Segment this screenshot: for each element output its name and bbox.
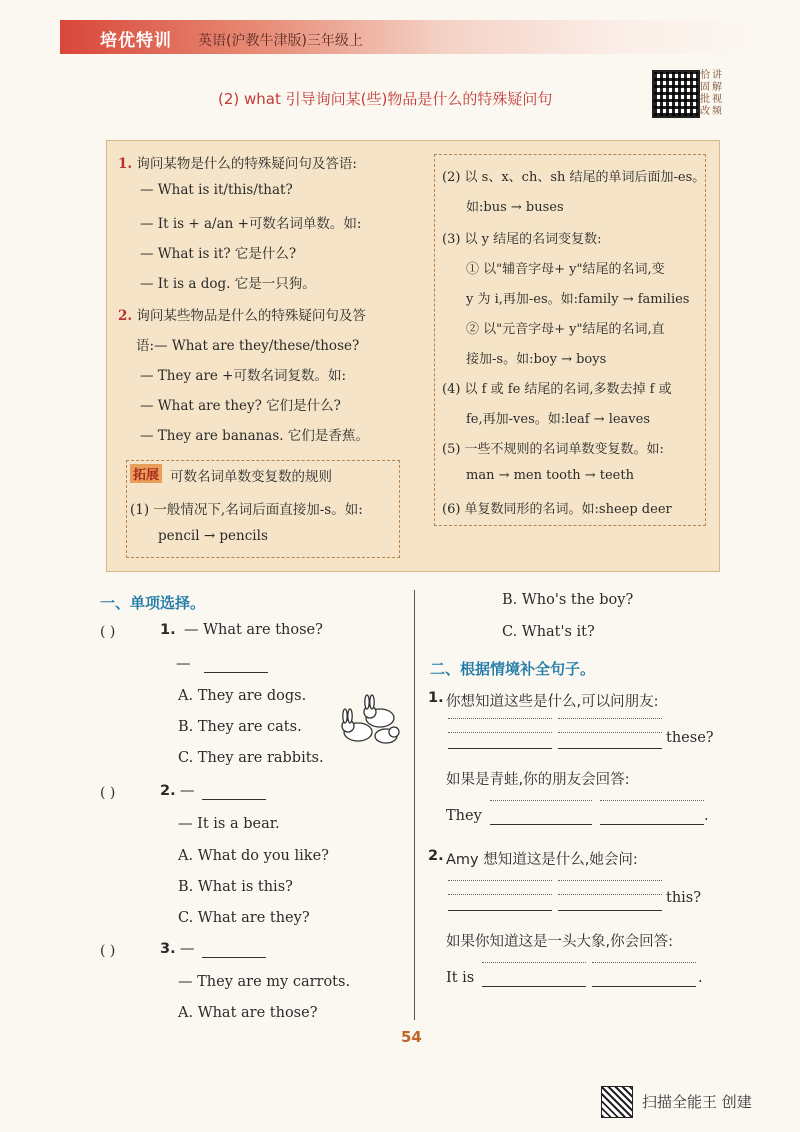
write-line[interactable]	[592, 986, 696, 987]
write-line[interactable]	[490, 824, 592, 825]
answer-blank[interactable]	[204, 672, 268, 673]
option-b: B. Who's the boy?	[502, 592, 634, 608]
reply-prompt: 如果你知道这是一头大象,你会回答:	[446, 934, 673, 950]
question-number: 1.	[428, 690, 444, 706]
knowledge-line: — They are bananas. 它们是香蕉。	[140, 428, 369, 444]
page-number: 54	[401, 1028, 422, 1046]
write-line[interactable]	[448, 910, 552, 911]
option-c: C. They are rabbits.	[178, 750, 324, 766]
question-blank[interactable]	[202, 957, 266, 958]
option-c: C. What's it?	[502, 624, 595, 640]
reply-end: .	[698, 970, 703, 986]
extension-title: 可数名词单数变复数的规则	[170, 469, 332, 485]
question-prompt: 你想知道这些是什么,可以问朋友:	[446, 694, 659, 710]
question-tail: these?	[666, 730, 714, 746]
answer-paren[interactable]: ( )	[100, 624, 116, 640]
question-number: 2.	[160, 783, 176, 799]
write-line[interactable]	[558, 910, 662, 911]
guide-line	[558, 718, 662, 719]
question-stem: — What are those?	[184, 622, 323, 638]
option-c: C. What are they?	[178, 910, 310, 926]
stem-dash: —	[180, 783, 195, 799]
write-line[interactable]	[600, 824, 704, 825]
part1-heading: 一、单项选择。	[100, 594, 206, 612]
answer-paren[interactable]: ( )	[100, 943, 116, 959]
knowledge-line: — They are +可数名词复数。如:	[140, 368, 347, 384]
question-tail: this?	[666, 890, 702, 906]
rule-line: ① 以"辅音字母+ y"结尾的名词,变	[466, 262, 665, 277]
qr-code-icon[interactable]	[652, 70, 700, 118]
rule-line: (3) 以 y 结尾的名词变复数:	[442, 232, 602, 247]
guide-line	[448, 718, 552, 719]
rule-line: (2) 以 s、x、ch、sh 结尾的单词后面加-es。	[442, 170, 706, 185]
guide-line	[448, 732, 552, 733]
option-a: A. They are dogs.	[178, 688, 307, 704]
rule-line: (4) 以 f 或 fe 结尾的名词,多数去掉 f 或	[442, 382, 672, 397]
reply-prompt: 如果是青蛙,你的朋友会回答:	[446, 772, 630, 788]
knowledge-line: 语:— What are they/these/those?	[136, 338, 360, 354]
rule-line: y 为 i,再加-es。如:family → families	[466, 292, 690, 307]
stem-dash: —	[180, 941, 195, 957]
guide-line	[482, 962, 586, 963]
rule-line: ② 以"元音字母+ y"结尾的名词,直	[466, 322, 665, 337]
guide-line	[600, 800, 704, 801]
question-prompt: Amy 想知道这是什么,她会问:	[446, 852, 638, 868]
reply-start: They	[446, 808, 482, 824]
rule-line: (6) 单复数同形的名词。如:sheep deer	[442, 502, 672, 517]
write-line[interactable]	[448, 748, 552, 749]
question-blank[interactable]	[202, 799, 266, 800]
scanner-watermark: 扫描全能王 创建	[642, 1093, 752, 1111]
write-line[interactable]	[482, 986, 586, 987]
question-answer: — They are my carrots.	[178, 974, 351, 990]
answer-paren[interactable]: ( )	[100, 785, 116, 801]
option-b: B. What is this?	[178, 879, 293, 895]
knowledge-line: — It is a dog. 它是一只狗。	[140, 276, 316, 292]
guide-line	[448, 880, 552, 881]
option-b: B. They are cats.	[178, 719, 302, 735]
question-number: 2.	[428, 848, 444, 864]
question-answer: — It is a bear.	[178, 816, 280, 832]
knowledge-line: — What are they? 它们是什么?	[140, 398, 341, 414]
guide-line	[448, 894, 552, 895]
reply-start: It is	[446, 970, 475, 986]
book-subtitle: 英语(沪教牛津版)三年级上	[198, 33, 363, 49]
book-brand: 培优特训	[100, 31, 172, 51]
guide-line	[490, 800, 592, 801]
question-number: 1.	[160, 622, 176, 638]
extension-line: pencil → pencils	[158, 528, 268, 544]
rule-line: (5) 一些不规则的名词单数变复数。如:	[442, 442, 664, 457]
option-a: A. What do you like?	[178, 848, 329, 864]
guide-line	[558, 880, 662, 881]
write-line[interactable]	[558, 748, 662, 749]
rule-line: 接加-s。如:boy → boys	[466, 352, 607, 367]
extension-line: (1) 一般情况下,名词后面直接加-s。如:	[130, 502, 363, 518]
knowledge-line: — What is it/this/that?	[140, 182, 293, 198]
section-title: (2) what 引导询问某(些)物品是什么的特殊疑问句	[218, 90, 553, 108]
extension-label: 拓展	[130, 464, 162, 483]
option-a: A. What are those?	[178, 1005, 318, 1021]
reply-end: .	[704, 808, 709, 824]
part2-heading: 二、根据情境补全句子。	[430, 660, 596, 678]
knowledge-line: 2. 询问某些物品是什么的特殊疑问句及答	[118, 308, 366, 324]
column-divider	[414, 590, 415, 1020]
rule-line: fe,再加-ves。如:leaf → leaves	[466, 412, 650, 427]
question-number: 3.	[160, 941, 176, 957]
knowledge-line: — It is + a/an +可数名词单数。如:	[140, 216, 362, 232]
knowledge-line: — What is it? 它是什么?	[140, 246, 297, 262]
guide-line	[558, 894, 662, 895]
answer-dash: —	[176, 656, 191, 672]
rule-line: 如:bus → buses	[466, 200, 564, 215]
guide-line	[558, 732, 662, 733]
scanner-qr-icon	[601, 1086, 633, 1118]
guide-line	[592, 962, 696, 963]
rule-line: man → men tooth → teeth	[466, 468, 634, 483]
knowledge-line: 1. 询问某物是什么的特殊疑问句及答语:	[118, 156, 357, 172]
qr-tags: 恰 固 批 改 讲 解 视 频	[700, 70, 722, 117]
rabbits-illustration	[336, 688, 402, 748]
